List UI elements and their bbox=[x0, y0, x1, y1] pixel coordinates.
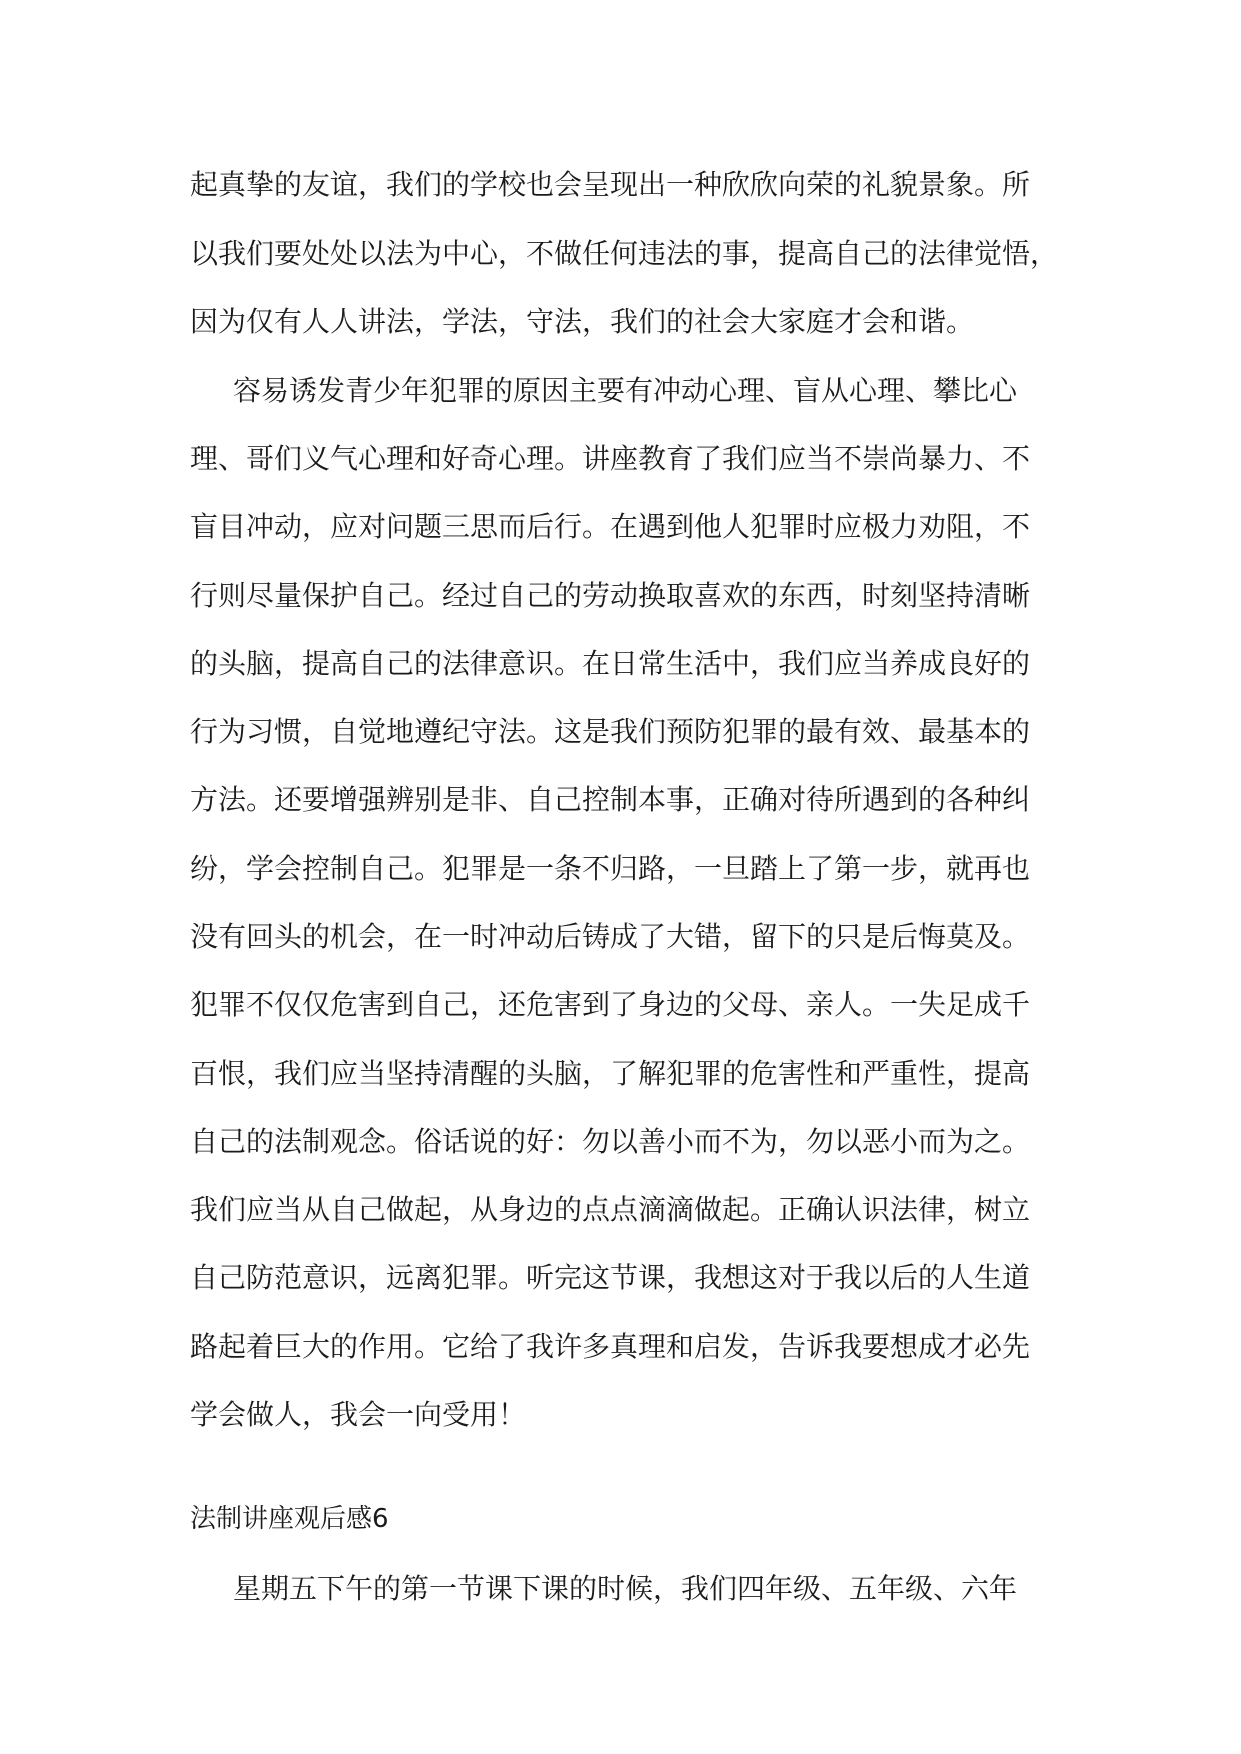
paragraph-2-line-2: 理、哥们义气心理和好奇心理。讲座教育了我们应当不崇尚暴力、不 bbox=[190, 442, 1031, 475]
paragraph-2-line-15: 路起着巨大的作用。它给了我许多真理和启发，告诉我要想成才必先 bbox=[190, 1330, 1031, 1363]
paragraph-2-line-14: 自己防范意识，远离犯罪。听完这节课，我想这对于我以后的人生道 bbox=[190, 1261, 1031, 1294]
paragraph-2-line-13: 我们应当从自己做起，从身边的点点滴滴做起。正确认识法律，树立 bbox=[190, 1193, 1031, 1226]
section-heading: 法制讲座观后感6 bbox=[190, 1504, 389, 1534]
paragraph-2-line-12: 自己的法制观念。俗话说的好：勿以善小而不为，勿以恶小而为之。 bbox=[190, 1125, 1031, 1158]
paragraph-3-line-1: 星期五下午的第一节课下课的时候，我们四年级、五年级、六年 bbox=[233, 1572, 1018, 1605]
paragraph-2-line-3: 盲目冲动，应对问题三思而后行。在遇到他人犯罪时应极力劝阻，不 bbox=[190, 510, 1031, 543]
paragraph-2-line-8: 纷，学会控制自己。犯罪是一条不归路，一旦踏上了第一步，就再也 bbox=[190, 852, 1031, 885]
paragraph-2-line-7: 方法。还要增强辨别是非、自己控制本事，正确对待所遇到的各种纠 bbox=[190, 783, 1031, 816]
paragraph-2-line-10: 犯罪不仅仅危害到自己，还危害到了身边的父母、亲人。一失足成千 bbox=[190, 988, 1031, 1021]
paragraph-2-line-4: 行则尽量保护自己。经过自己的劳动换取喜欢的东西，时刻坚持清晰 bbox=[190, 579, 1031, 612]
paragraph-1-line-1: 起真挚的友谊，我们的学校也会呈现出一种欣欣向荣的礼貌景象。所 bbox=[190, 168, 1031, 201]
paragraph-2-line-9: 没有回头的机会，在一时冲动后铸成了大错，留下的只是后悔莫及。 bbox=[190, 920, 1031, 953]
paragraph-2-line-16: 学会做人，我会一向受用！ bbox=[190, 1398, 527, 1431]
paragraph-2-line-6: 行为习惯，自觉地遵纪守法。这是我们预防犯罪的最有效、最基本的 bbox=[190, 715, 1031, 748]
paragraph-2-line-11: 百恨，我们应当坚持清醒的头脑，了解犯罪的危害性和严重性，提高 bbox=[190, 1057, 1031, 1090]
paragraph-2-line-1: 容易诱发青少年犯罪的原因主要有冲动心理、盲从心理、攀比心 bbox=[233, 374, 1018, 407]
paragraph-1-line-3: 因为仅有人人讲法，学法，守法，我们的社会大家庭才会和谐。 bbox=[190, 305, 975, 338]
paragraph-1-line-2: 以我们要处处以法为中心，不做任何违法的事，提高自己的法律觉悟， bbox=[190, 237, 1059, 270]
paragraph-2-line-5: 的头脑，提高自己的法律意识。在日常生活中，我们应当养成良好的 bbox=[190, 647, 1031, 680]
